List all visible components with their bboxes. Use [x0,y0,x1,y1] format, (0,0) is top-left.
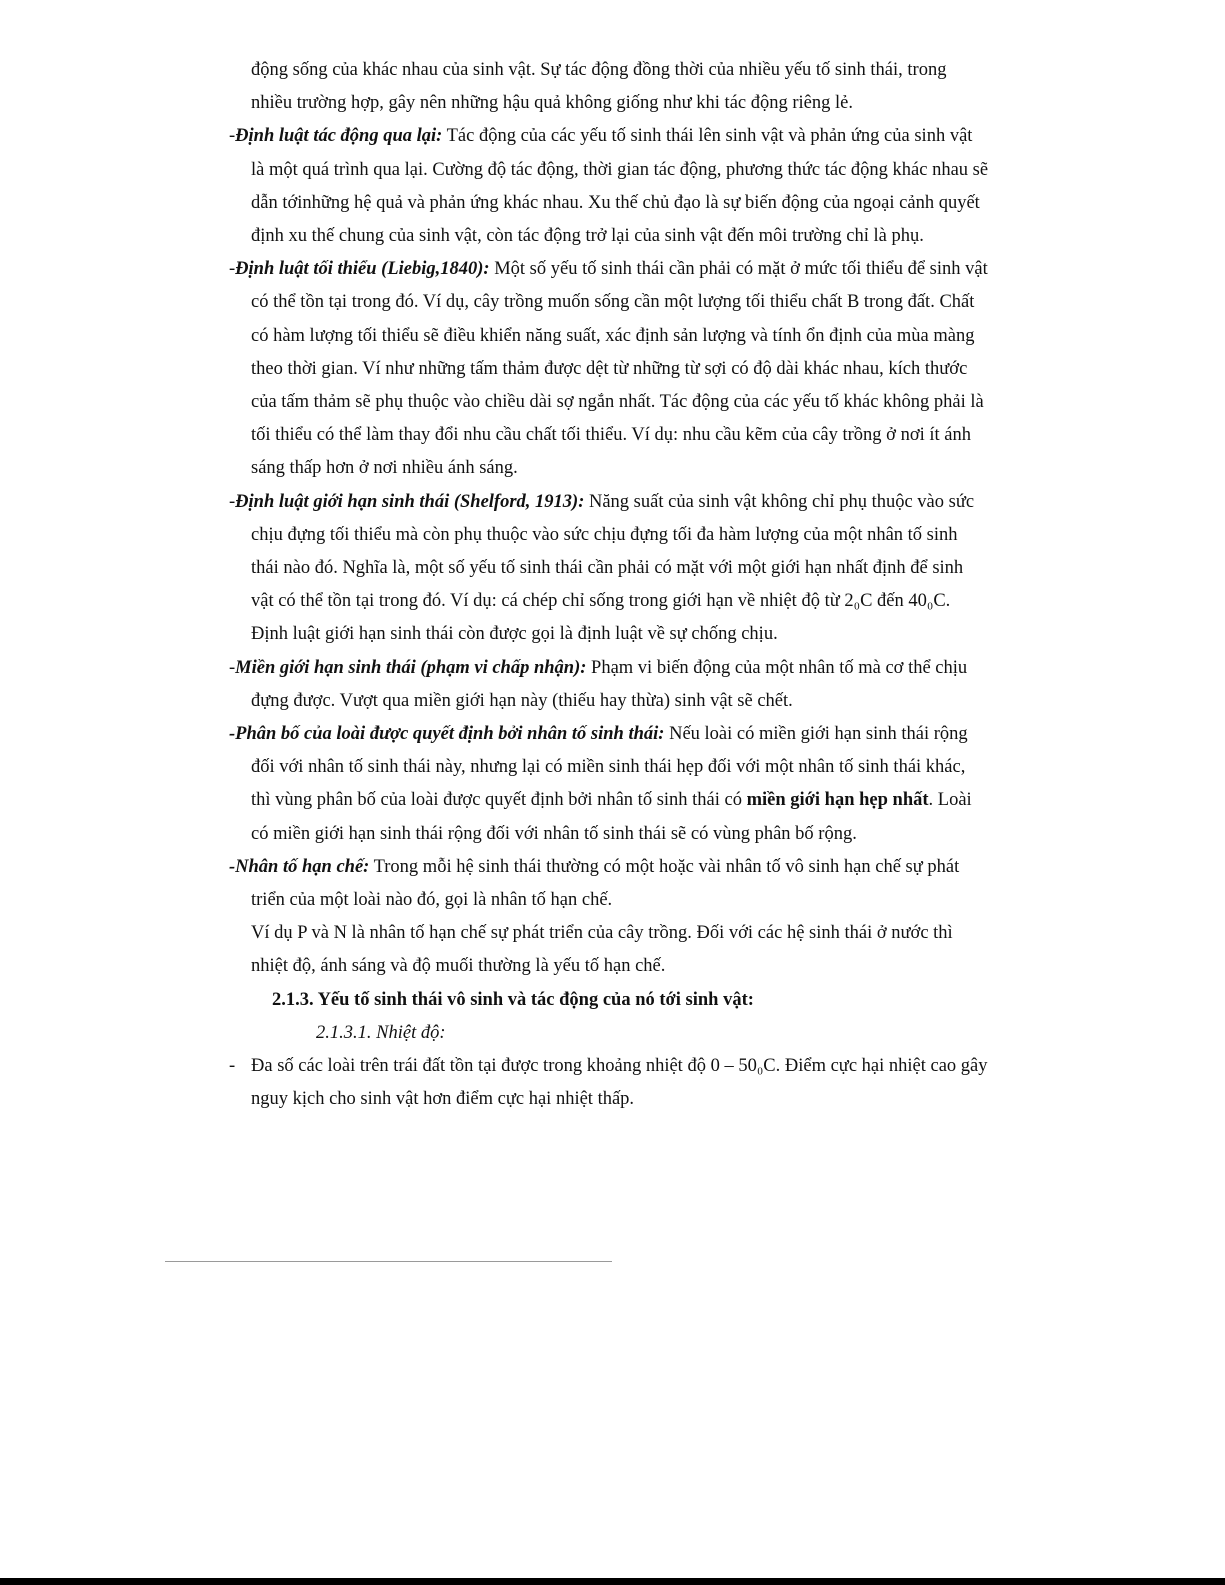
distribution-paragraph [0,718,1225,851]
distribution-term: -Phân bố của loài được quyết định bởi nhân tố sinh thái: [229,724,665,745]
minimum-law-paragraph [0,253,1225,485]
limiting-factor-paragraph [0,851,1225,917]
page-bottom-border [0,1578,1225,1585]
tolerance-range-term: Miền giới hạn sinh thái (phạm vi chấp nhận): [235,657,587,678]
distribution-text-b: . Loài có miền giới hạn sinh thái rộng đối với nhân tố sinh thái sẽ có vùng phân bố rộng. [251,790,972,844]
dash: - [229,126,236,147]
limiting-example-paragraph [0,917,1225,983]
limiting-example-text: Ví dụ P và N là nhân tố hạn chế sự phát triển của cây trồng. Đối với các hệ sinh thái ở nước thì nhiệt độ, ánh sáng và độ muối thường là yếu tố hạn chế. [251,923,953,977]
interaction-law-text: Tác động của các yếu tố sinh thái lên sinh vật và phản ứng của sinh vật là một quá trình qua lại. Cường độ tác động, thời gian tác động, phương thức tác động khác nhau sẽ dẫn tớinhững hệ quả và phản ứng khác nhau. Xu thế chủ đạo là sự biến động của ngoại cảnh quyết định xu thế chung của sinh vật, còn tác động trở lại của sinh vật đến môi trường chỉ là phụ. [251,126,989,247]
section-heading: 2.1.3. Yếu tố sinh thái vô sinh và tác động của nó tới sinh vật: [272,989,754,1010]
footnote-separator [165,1261,612,1262]
tolerance-law-text: Năng suất của sinh vật không chỉ phụ thuộc vào sức chịu đựng tối thiểu mà còn phụ thuộc vào sức chịu đựng tối đa hàm lượng của một nhân tố sinh thái nào đó. Nghĩa là, một số yếu tố sinh thái cần phải có mặt với một giới hạn nhất định để sinh vật có thể tồn tại trong đó. Ví dụ: cá chép chỉ sống trong giới hạn về nhiệt độ từ 2₀C đến 40₀C. Định luật giới hạn sinh thái còn được gọi là định luật về sự chống chịu. [251,491,975,645]
intro-text: động sống của khác nhau của sinh vật. Sự tác động đồng thời của nhiều yếu tố sinh thái, trong nhiều trường hợp, gây nên những hậu quả không giống như khi tác động riêng lẻ. [251,60,947,114]
subsection-heading: 2.1.3.1. Nhiệt độ: [316,1022,446,1043]
tolerance-range-text: Phạm vi biến động của một nhân tố mà cơ thể chịu đựng được. Vượt qua miền giới hạn này (thiếu hay thừa) sinh vật sẽ chết. [251,657,968,711]
distribution-bold-phrase: miền giới hạn hẹp nhất [746,790,929,811]
minimum-law-text: Một số yếu tố sinh thái cần phải có mặt ở mức tối thiểu để sinh vật có thể tồn tại trong đó. Ví dụ, cây trồng muốn sống cần một lượng tối thiểu chất B trong đất. Chất có hàm lượng tối thiểu sẽ điều khiển năng suất, xác định sản lượng và tính ổn định của mùa màng theo thời gian. Ví như những tấm thảm được dệt từ những từ sợi có độ dài khác nhau, kích thước của tấm thảm sẽ phụ thuộc vào chiều dài sợ ngắn nhất. Tác động của các yếu tố khác không phải là tối thiểu có thể làm thay đổi nhu cầu chất tối thiểu. Ví dụ: nhu cầu kẽm của cây trồng ở nơi ít ánh sáng thấp hơn ở nơi nhiều ánh sáng. [251,259,988,479]
temperature-bullet [0,1050,1225,1116]
minimum-law-term: Định luật tối thiểu (Liebig,1840): [235,259,490,280]
limiting-factor-term: -Nhân tố hạn chế: [229,856,370,877]
dash: - [229,491,236,512]
tolerance-law-term: Định luật giới hạn sinh thái (Shelford, 1913): [235,491,585,512]
intro-paragraph [0,54,1225,120]
body-text [0,54,1225,1117]
dash: - [229,259,236,280]
tolerance-range-paragraph [0,652,1225,718]
tolerance-law-paragraph [0,486,1225,652]
distribution-text-a: Nếu loài có miền giới hạn sinh thái rộng đối với nhân tố sinh thái này, nhưng lại có miền sinh thái hẹp đối với một nhân tố sinh thái khác, thì vùng phân bố của loài được quyết định bởi nhân tố sinh thái có [251,724,968,811]
dash: - [229,657,236,678]
interaction-law-term: Định luật tác động qua lại: [235,126,443,147]
interaction-law-paragraph [0,120,1225,253]
temperature-bullet-text: Đa số các loài trên trái đất tồn tại được trong khoảng nhiệt độ 0 – 50₀C. Điểm cực hại nhiệt cao gây nguy kịch cho sinh vật hơn điểm cực hại nhiệt thấp. [251,1056,988,1110]
limiting-factor-text: Trong mỗi hệ sinh thái thường có một hoặc vài nhân tố vô sinh hạn chế sự phát triển của một loài nào đó, gọi là nhân tố hạn chế. [251,856,960,911]
bullet-dash: - [229,1056,236,1077]
